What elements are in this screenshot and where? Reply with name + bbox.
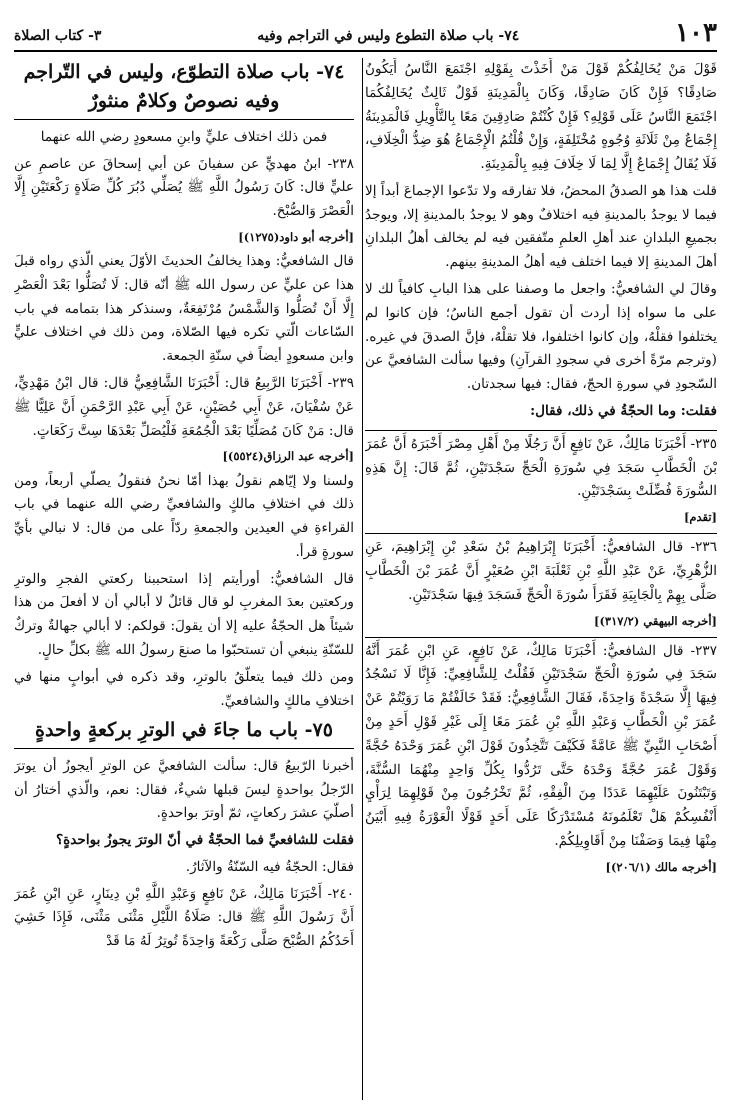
hadith-239: ٢٣٩- أَخْبَرَنَا الرَّبِيعُ قال: أَخْبَرَنَا الشَّافِعِيُّ قال: قال ابْنُ مَهْدِيٍّ، عَنْ سُفْيَانَ، عَنْ أَبِي حُصَيْنٍ، عَنْ أَبِي عَبْدِ الرَّحْمَنِ أَنَّ عَلِيًّا ﷺ قال: مَنْ كَانَ مُصَلِّيًا بَعْدَ الْجُمُعَةِ فَلْيُصَلِّ بَعْدَهَا سِتَّ رَكَعَاتٍ. [14,375,354,439]
divider [365,430,717,431]
paragraph: ولسنا ولا إيّاهم نقولُ بهذا أمّا نحنُ فنقولُ يصلّي أربعاً، ومن ذلك في اختلافِ مالكٍ والشافعيِّ رضي الله عنهما في باب القراءةِ في العيدين والجمعةِ ردّاً على من قال: لا نبالي بأيِّ سورةٍ قرأ. [14,472,354,560]
reference-236: [أخرجه البيهقي (٣١٧/٢)] [594,613,717,628]
reference-239: [أخرجه عبد الرزاق(٥٥٢٤)] [222,449,354,464]
paragraph: فقلت للشافعيِّ فما الحجّةُ في أنّ الوترَ يجوزُ بواحدةٍ؟ [55,832,354,849]
book-title: ٣- كتاب الصلاة [14,28,102,44]
paragraph: ومن ذلك فيما يتعلّقُ بالوترِ، وقد ذكره في أبوابٍ منها في اختلافِ مالكٍ والشافعيِّ. [14,668,354,709]
hadith-236: ٢٣٦- قال الشافعيُّ: أَخْبَرَنَا إِبْرَاهِيمُ بْنُ سَعْدِ بْنِ إِبْرَاهِيمَ، عَنِ الزُّهْرِيِّ، عَنْ عَبْدِ اللَّهِ بْنِ ثَعْلَبَةَ ابْنِ صُعَيْرٍ أَنَّ عُمَرَ بْنَ الْخَطَّابِ صَلَّى بِهِمْ بِالْجَابِيَةِ فَقَرَأَ سُورَةَ الْحَجِّ فَسَجَدَ فِيهَا سَجْدَتَيْنِ. [365,539,717,603]
hadith-238: ٢٣٨- ابنُ مهديٍّ عن سفيانَ عن أبي إسحاقَ عن عاصمِ عن عليٍّ قال: كَانَ رَسُولُ اللَّهِ ﷺ يُصَلِّي دُبُرَ كُلِّ صَلَاةٍ رَكْعَتَيْنِ إِلَّا الْعَصْرَ وَالصُّبْحَ. [14,155,354,220]
paragraph: قال الشافعيُّ: أورأيتم إذا استحببنا ركعتي الفجرِ والوترِ وركعتين بعدَ المغربِ لو قال قائلٌ لا أبالي أن لا أفعلَ من هذا شيئاً هل الحجّةُ عليه إلا أن يقولَ: قولكم: لا أبالي جهالةٌ وتركٌ للسّنّةِ ينبغي أن تستحبّوا ما صنعَ رسولُ الله ﷺ بكلِّ حالٍ. [14,570,354,658]
paragraph: قال الشافعيُّ: وهذا يخالفُ الحديثَ الأوّلَ يعني الّذي رواه قبلَ هذا عن عليٍّ عن رسول الله ﷺ أنّه قال: لَا تُصَلُّوا بَعْدَ الْعَصْرِ إِلَّا أَنْ تُصَلُّوا وَالشَّمْسُ مُرْتَفِعَةٌ، وسنذكر هذا بتمامه في باب السّاعات الّتي تكره فيها الصّلاة، ومن ذلك في اختلاف عليٍّ وابن مسعودٍ أيضاً في سنّةِ الجمعة. [14,253,354,365]
hadith-240: ٢٤٠- أَخْبَرَنَا مَالِكٌ، عَنْ نَافِعٍ وَعَبْدِ اللَّهِ بْنِ دِينَارٍ، عَنِ ابْنِ عُمَرَ أَنَّ رَسُولَ اللَّهِ ﷺ قال: صَلَاةُ اللَّيْلِ مَثْنَى مَثْنَى، فَإِذَا خَشِيَ أَحَدُكُمُ الصُّبْحَ صَلَّى رَكْعَةً وَاحِدَةً تُوتِرُ لَهُ مَا قَدْ [14,885,354,950]
section-heading-75: ٧٥- باب ما جاءَ في الوترِ بركعةٍ واحدةٍ [14,716,354,748]
paragraph: فقلت: وما الحجّةُ في ذلك، فقال: [530,402,717,419]
page-header [14,6,717,52]
hadith-237: ٢٣٧- قال الشافعيُّ: أَخْبَرَنَا مَالِكٌ، عَنْ نَافِعٍ، عَنِ ابْنِ عُمَرَ أَنَّهُ سَجَدَ فِي سُورَةِ الْحَجِّ سَجْدَتَيْنِ فَقُلْتُ لِلشَّافِعِيِّ: فَإِنَّا لَا نَسْجُدُ فِيهَا إِلَّا سَجْدَةً وَاحِدَةً، فَقَالَ الشَّافِعِيُّ: فَقَدْ خَالَفْتُمْ مَا رَوَيْتُمْ عَنْ عُمَرَ بْنِ الْخَطَّابِ وَعَبْدِ اللَّهِ بْنِ عُمَرَ مَعًا إِلَى غَيْرِ قَوْلِ أَحَدٍ مِنْ أَصْحَابِ النَّبِيِّ ﷺ عَامَّةً فَكَيْفَ تَتَّخِذُونَ قَوْلَ ابْنِ عُمَرَ وَحْدَهُ حُجَّةً وَقَوْلَ عُمَرَ حُجَّةً وَحْدَهُ حَتَّى تَرُدُّوا بِكُلِّ وَاحِدٍ مِنْهُمَا السُّنَّةَ، وَتَبْتَنُونَ عَلَيْهِمَا عَدَدًا مِنَ الْفِقْهِ، ثُمَّ تَخْرُجُونَ مِنْ قَوْلِهِمَا لِرَأْيِ أَنْفُسِكُمْ هَلْ تَعْلَمُونَهُ مُسْتَدْرَكًا عَلَى أَحَدٍ قَوْلًا الْعَوْرَةُ فِيهِ أَبْيَنُ مِنْهَا فِيمَا وَصَفْنَا مِنْ أَقَاوِيلِكُمْ. [365,642,717,849]
running-title: ٧٤- باب صلاة التطوع وليس في التراجم وفيه [257,28,520,44]
reference-238: [أخرجه أبو داود(١٢٧٥)] [238,230,354,244]
reference-235: [تقدم] [683,510,717,525]
left-column [14,58,354,1102]
column-divider [362,58,363,1100]
reference-237: [أخرجه مالك (٢٠٦/١)] [605,859,717,874]
paragraph: قَوْلَ مَنْ يُخَالِفُكُمْ قَوْلَ مَنْ أَخَذْتَ بِقَوْلِهِ اجْتَمَعَ النَّاسُ أَيَكُونُ صَادِقًا؟ فَإِنْ كَانَ صَادِقًا، وَكَانَ بِالْمَدِينَةِ قَوْلٌ ثَالِثٌ يُخَالِفُكُمَا اجْتَمَعَ النَّاسُ عَلَى قَوْلِهِ؟ فَإِنْ كُنْتُمْ صَادِقِينَ مَعًا بِالتَّأْوِيلِ فَالْمَدِينَةُ إِجْمَاعٌ مِنْ ثَلَاثَةِ وُجُوهٍ مُخْتَلِفَةٍ، وَإِنْ قُلْتُمُ الْإِجْمَاعُ هُوَ ضِدُّ الْخِلَافِ، فَلَا يُقَالُ إِجْمَاعٌ إِلَّا لِمَا لَا خِلَافَ فِيهِ بِالْمَدِينَةِ. [365,61,717,173]
section-intro: فمن ذلك اختلاف عليٍّ وابنِ مسعودٍ رضي الله عنهما [40,128,328,145]
hadith-235: ٢٣٥- أَخْبَرَنَا مَالِكٌ، عَنْ نَافِعٍ أَنَّ رَجُلًا مِنْ أَهْلِ مِصْرَ أَخْبَرَهُ أَنَّ عُمَرَ بْنَ الْخَطَّابِ سَجَدَ فِي سُورَةِ الْحَجِّ سَجْدَتَيْنِ، ثُمَّ قَالَ: إِنَّ هَذِهِ السُّورَةَ فُضِّلَتْ بِسَجْدَتَيْنِ. [365,435,717,500]
paragraph: وقالَ لي الشافعيُّ: واجعل ما وصفنا على هذا البابِ كافياً لك لا على ما سواه إذا أردت أن تقول أجمع الناسُ؛ فإن كانوا لم يختلفوا فقلْهُ، وإن كانوا اختلفوا، فلا تقلْهُ، فإنَّ الصدقَ في غيره. (وترجم مرّةً أخرى في سجودِ القرآنِ) وفيها سألت الشافعيَّ عن السّجودِ في سورةِ الحجّ، فقال: فيها سجدتان. [365,281,717,393]
paragraph: فقال: الحجّةُ فيه السّنّةُ والآثارُ. [185,858,354,875]
paragraph: قلت هذا هو الصدقُ المحضُ، فلا تفارقه ولا تدّعوا الإجماعَ أبداً إلا فيما لا يوجدُ بالمدينةِ فيه اختلافٌ وهو لا يوجدُ بالمدينةِ إلا، ويوجدُ بجميعِ البلدانِ عند أهلِ العلمِ متّفقين فيه لم يخالف أهلُ البلدانِ أهلَ المدينةِ إلا فيما اختلف فيه أهلُ المدينةِ بينهم. [365,182,717,271]
paragraph: أخبرنا الرّبيعُ قال: سألت الشافعيَّ عن الوترِ أيجوزُ أن يوترَ الرّجلُ بواحدةٍ ليسَ قبلها شيءٌ، فقال: نعم، والّذي أختارُ أن أصلّيَ عشرَ ركعاتٍ، ثمّ أوترَ بواحدةٍ. [14,757,354,822]
divider [365,533,717,534]
section-heading-74: ٧٤- باب صلاة التطوّع، وليس في التّراجم وفيه نصوصٌ وكلامٌ منثورٌ [14,58,354,120]
page-number: ١٠٣ [675,18,717,48]
right-column [365,58,717,1102]
divider [365,637,717,638]
